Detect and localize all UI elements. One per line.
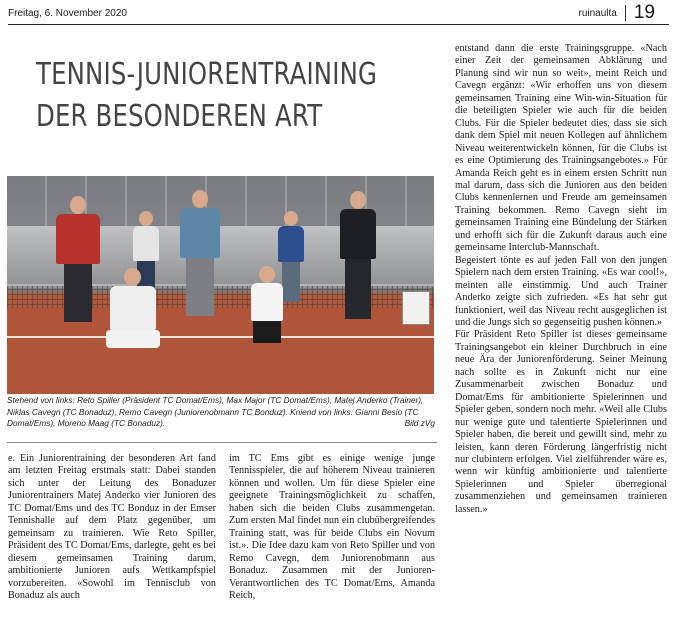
caption-text: Stehend von links: Reto Spiller (Präsident TC Domat/Ems), Max Major (TC Domat/Ems), Matej Anderko (Trainer), Niklas Cavegn (TC Bonaduz), Remo Cavegn (Juniorenobmann TC Bonduz). Kniend von links: Gianni Besio (TC Domat/Ems), Moreno Maag (TC Bonaduz).	[7, 395, 424, 428]
page-header-right	[579, 2, 656, 24]
publication-name: ruinaulta	[578, 7, 617, 19]
paragraph: Begeistert tönte es auf jeden Fall von den jungen Spielern nach dem ersten Training. «Es war cool!», meinten alle einstimmig. Und auch Trainer Anderko zeigte sich zufrieden. «Es hat sehr gut funktioniert, weil das Niveau recht ausgeglichen ist und die Jungs sich so gegenseitig pushen können.»	[455, 254, 667, 328]
paragraph: im TC Ems gibt es einige wenige junge Tennisspieler, die auf höherem Niveau trainieren können und wollen. Um für diese Spieler eine geeignete Trainingsmöglichkeit zu schaffen, haben sich die beiden Clubs zusammengetan. Zum ersten Mal findet nun ein clubübergreifendes Training statt, was für beide Clubs ein Novum ist.». Die Idee dazu kam von Reto Spiller und von Remo Cavegn, dem Juniorenobmann aus Bonaduz. Zusammen mit der Junioren-Verantwortlichen des TC Domat/Ems, Amanda Reich,	[229, 453, 435, 601]
photo-credit: Bild zVg	[404, 418, 435, 428]
paragraph: entstand dann die erste Trainingsgruppe. «Nach einer Zeit der gemeinsamen Abklärung und Planung sind wir nun so weit», meint Reich und Cavegn ergänzt: «Wir erhoffen uns von diesem gemeinsamen Training eine Win-win-Situation für die beteiligten Spieler wie auch für die beiden Clubs. Für die Spieler bedeutet dies, dass sie sich dank dem Spiel mit neuen Kollegen auf ähnlichem Niveau weiterentwickeln können, für die Clubs ist es eine Optimierung des Trainingsangebotes.» Für Amanda Reich geht es in einem ersten Schritt nun mal darum, dass sich die Junioren aus den beiden Clubs kennenlernen und Freude am gemeinsamen Training bekommen. Remo Cavegn sieht im gemeinsamen Training eine Bündelung der Stärken und erhofft sich für die Zukunft daraus auch eine gemeinsame Interclub-Mannschaft.	[455, 43, 667, 254]
paragraph: Für Präsident Reto Spiller ist dieses gemeinsame Trainingsangebot ein kleiner Durchbruch in eine neue Ära der Juniorenförderung. Seiner Meinung nach sollte es in Zukunft nicht nur eine Zusammenarbeit zwischen Bonaduz und Domat/Ems für ambitionierte Spielerinnen und Spieler geben, sondern noch mehr. «Weil alle Clubs nur wenige gute und talentierte Spielerinnen und Spieler haben, die bereit und gewillt sind, mehr zu leisten, kann deren Förderung längerfristig nicht nur clubintern erfolgen. Viel zielführender wäre es, wenn wir künftig ambitionierte und talentierte Spielerinnen und Spieler überregional zusammenziehen und gemeinsamen trainieren lassen.»	[455, 329, 667, 515]
person-moreno-maag	[245, 266, 289, 348]
header-rule	[8, 24, 669, 25]
issue-date: Freitag, 6. November 2020	[8, 8, 127, 19]
person-matej-anderko	[177, 188, 223, 318]
header-divider	[625, 5, 626, 21]
person-remo-cavegn	[337, 191, 379, 321]
article-title	[36, 54, 378, 138]
person-reto-spiller	[52, 194, 104, 324]
ball-bucket	[402, 291, 430, 325]
photo-caption	[7, 395, 437, 430]
person-gianni-besio	[102, 268, 164, 360]
court-line	[7, 336, 434, 338]
article-column-3	[455, 43, 667, 516]
group-photo	[7, 176, 434, 394]
title-line-1: TENNIS-JUNIORENTRAINING	[36, 57, 378, 92]
page-number: 19	[633, 2, 655, 23]
title-line-2: DER BESONDEREN ART	[36, 99, 323, 134]
caption-rule	[7, 442, 437, 443]
paragraph: e. Ein Juniorentraining der besonderen Art fand am letzten Freitag erstmals statt: Dabei standen sich unter der Leitung des Bonaduzer Juniorentrainers Matej Anderko vier Junioren des TC Domat/Ems und des TC Bonduz in der Emser Tennishalle auf dem Platz gegenüber, um gemeinsam zu trainieren. Wie Reto Spiller, Präsident des TC Domat/Ems, darlegte, geht es bei diesem gemeinsamen Training darum, ambitionierte Junioren aufs Wettkampfspiel vorzubereiten. «Sowohl im Tennisclub von Bonaduz als auch	[8, 453, 216, 601]
article-column-1	[8, 453, 216, 602]
article-column-2	[229, 453, 435, 602]
